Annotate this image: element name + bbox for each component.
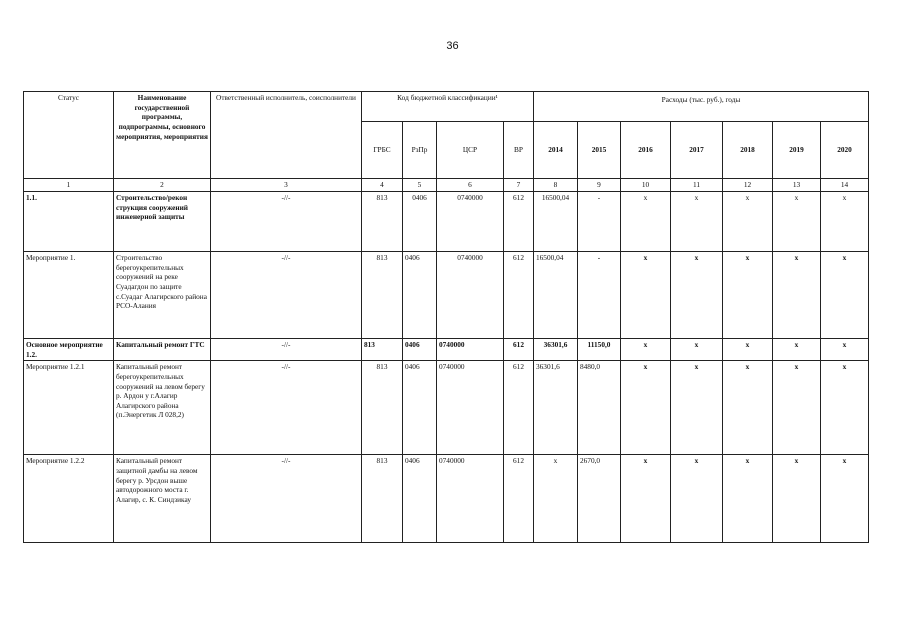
header-year: 2019 <box>773 122 821 179</box>
table-row <box>24 455 869 543</box>
row-value: 36301,6 <box>534 339 578 361</box>
header-csr: ЦСР <box>437 122 504 179</box>
row-rzpr: 0406 <box>403 252 437 339</box>
row-rzpr: 0406 <box>403 455 437 543</box>
row-vr: 612 <box>504 192 534 252</box>
row-csr: 0740000 <box>437 361 504 455</box>
row-value: - <box>578 192 621 252</box>
row-value: x <box>773 192 821 252</box>
row-value: x <box>671 455 723 543</box>
header-executor: Ответственный исполнитель, соисполнители <box>211 92 362 179</box>
column-number: 4 <box>362 179 403 192</box>
row-value: 36301,6 <box>534 361 578 455</box>
row-csr: 0740000 <box>437 192 504 252</box>
header-budget-code: Код бюджетной классификации¹ <box>362 92 534 122</box>
row-csr: 0740000 <box>437 339 504 361</box>
row-value: 11150,0 <box>578 339 621 361</box>
row-value: x <box>621 339 671 361</box>
row-name: Капитальный ремонт ГТС <box>114 339 211 361</box>
row-grbs: 813 <box>362 455 403 543</box>
row-grbs: 813 <box>362 252 403 339</box>
row-value: x <box>773 361 821 455</box>
row-executor: -//- <box>211 361 362 455</box>
row-csr: 0740000 <box>437 252 504 339</box>
row-value: - <box>578 252 621 339</box>
row-rzpr: 0406 <box>403 192 437 252</box>
header-year: 2018 <box>723 122 773 179</box>
column-number: 7 <box>504 179 534 192</box>
row-value: x <box>723 339 773 361</box>
row-executor: -//- <box>211 192 362 252</box>
row-value: 16500,04 <box>534 252 578 339</box>
row-value: x <box>671 192 723 252</box>
column-number: 6 <box>437 179 504 192</box>
header-status: Статус <box>24 92 114 179</box>
row-executor: -//- <box>211 252 362 339</box>
column-number: 11 <box>671 179 723 192</box>
table-row <box>24 192 869 252</box>
column-number: 9 <box>578 179 621 192</box>
row-vr: 612 <box>504 252 534 339</box>
row-value: x <box>621 455 671 543</box>
header-year: 2015 <box>578 122 621 179</box>
column-number: 10 <box>621 179 671 192</box>
column-number: 13 <box>773 179 821 192</box>
row-value: x <box>671 339 723 361</box>
row-name: Капитальный ремонт берегоукрепительных сооружений на левом берегу р. Ардон у г.Алагир Алагирского района (п.Энергетик Л 028,2) <box>114 361 211 455</box>
row-value: x <box>773 455 821 543</box>
row-vr: 612 <box>504 339 534 361</box>
row-status: Мероприятие 1.2.2 <box>24 455 114 543</box>
row-status: 1.1. <box>24 192 114 252</box>
header-name: Наименование государственной программы, подпрограммы, основного мероприятия, мероприятия <box>114 92 211 179</box>
row-value: x <box>723 252 773 339</box>
header-year: 2014 <box>534 122 578 179</box>
row-value: x <box>821 192 869 252</box>
row-value: 16500,04 <box>534 192 578 252</box>
table-row <box>24 252 869 339</box>
column-number: 5 <box>403 179 437 192</box>
header-rzpr: РзПр <box>403 122 437 179</box>
table-row <box>24 361 869 455</box>
header-expenses: Расходы (тыс. руб.), годы <box>534 92 869 122</box>
row-status: Мероприятие 1. <box>24 252 114 339</box>
header-year: 2017 <box>671 122 723 179</box>
column-number: 12 <box>723 179 773 192</box>
row-value: x <box>671 252 723 339</box>
header-grbs: ГРБС <box>362 122 403 179</box>
row-status: Мероприятие 1.2.1 <box>24 361 114 455</box>
column-number: 14 <box>821 179 869 192</box>
row-value: x <box>821 455 869 543</box>
page-number: 36 <box>446 40 459 52</box>
row-value: x <box>621 192 671 252</box>
budget-table <box>23 91 869 543</box>
row-csr: 0740000 <box>437 455 504 543</box>
row-vr: 612 <box>504 455 534 543</box>
row-value: x <box>671 361 723 455</box>
row-rzpr: 0406 <box>403 339 437 361</box>
table-row <box>24 339 869 361</box>
row-value: x <box>723 192 773 252</box>
row-value: 8480,0 <box>578 361 621 455</box>
row-name: Капитальный ремонт защитной дамбы на левом берегу р. Урсдон выше автодорожного моста г. Алагир, с. К. Синдзикау <box>114 455 211 543</box>
row-rzpr: 0406 <box>403 361 437 455</box>
row-grbs: 813 <box>362 361 403 455</box>
row-vr: 612 <box>504 361 534 455</box>
row-value: x <box>534 455 578 543</box>
row-executor: -//- <box>211 455 362 543</box>
row-value: x <box>773 339 821 361</box>
header-year: 2016 <box>621 122 671 179</box>
row-executor: -//- <box>211 339 362 361</box>
row-value: x <box>723 455 773 543</box>
row-grbs: 813 <box>362 339 403 361</box>
column-number: 3 <box>211 179 362 192</box>
row-value: x <box>723 361 773 455</box>
header-vr: ВР <box>504 122 534 179</box>
row-value: x <box>621 252 671 339</box>
header-year: 2020 <box>821 122 869 179</box>
column-number: 8 <box>534 179 578 192</box>
row-name: Строительство берегоукрепительных сооружений на реке Суадагдон по защите с.Суадаг Алагирского района РСО-Алания <box>114 252 211 339</box>
row-name: Строительство/рекон струкция сооружений инженерной защиты <box>114 192 211 252</box>
row-value: 2670,0 <box>578 455 621 543</box>
row-value: x <box>821 339 869 361</box>
column-number: 1 <box>24 179 114 192</box>
row-status: Основное мероприятие 1.2. <box>24 339 114 361</box>
row-value: x <box>821 252 869 339</box>
column-number: 2 <box>114 179 211 192</box>
row-grbs: 813 <box>362 192 403 252</box>
row-value: x <box>821 361 869 455</box>
row-value: x <box>621 361 671 455</box>
row-value: x <box>773 252 821 339</box>
